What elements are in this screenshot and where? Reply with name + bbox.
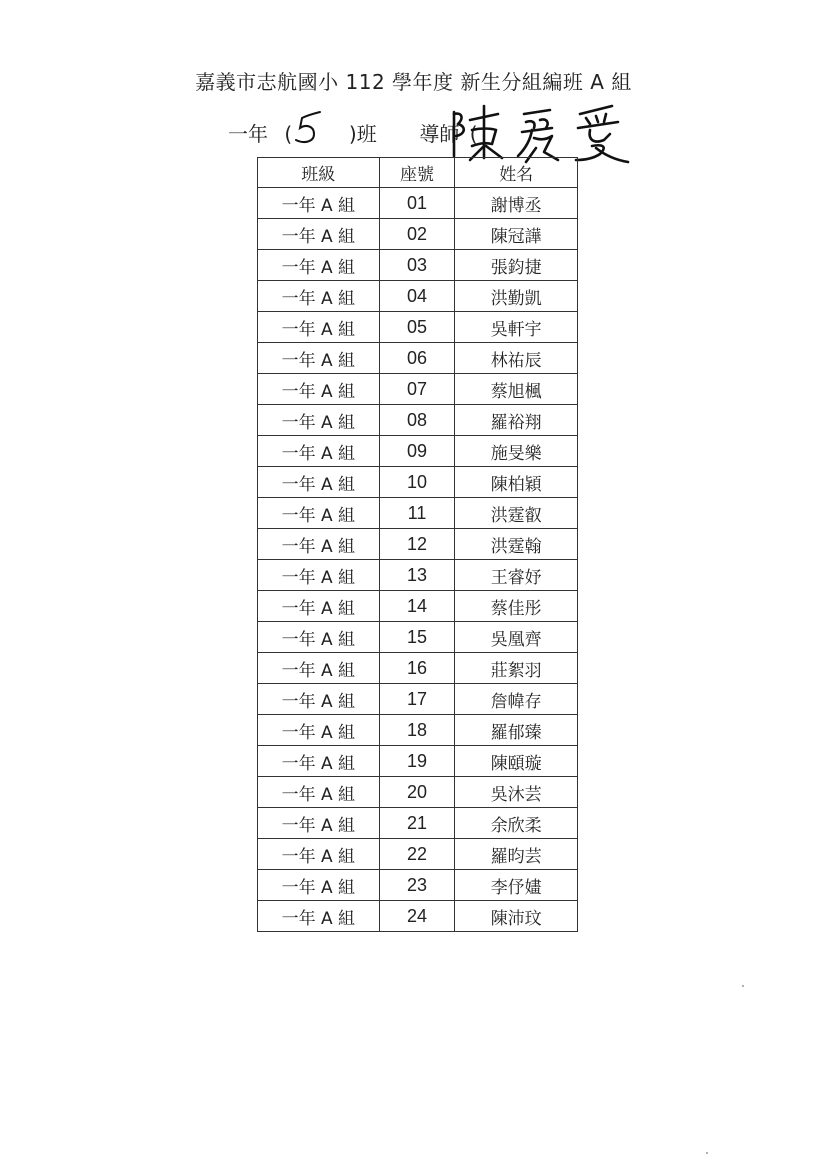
table-row bbox=[258, 715, 578, 746]
teacher-signature bbox=[440, 100, 640, 164]
scan-speck bbox=[706, 1152, 708, 1154]
cell-seat-number: 02 bbox=[379, 219, 455, 250]
cell-class-group: 一年 A 組 bbox=[258, 746, 380, 777]
cell-class-group: 一年 A 組 bbox=[258, 870, 380, 901]
cell-student-name: 陳冠譁 bbox=[455, 219, 578, 250]
cell-seat-number: 21 bbox=[379, 808, 455, 839]
cell-student-name: 吳軒宇 bbox=[455, 312, 578, 343]
cell-seat-number: 19 bbox=[379, 746, 455, 777]
cell-class-group: 一年 A 組 bbox=[258, 250, 380, 281]
cell-class-group: 一年 A 組 bbox=[258, 281, 380, 312]
cell-student-name: 詹幃存 bbox=[455, 684, 578, 715]
scan-speck bbox=[742, 985, 744, 987]
table-row bbox=[258, 436, 578, 467]
cell-student-name: 蔡旭楓 bbox=[455, 374, 578, 405]
table-row bbox=[258, 281, 578, 312]
cell-class-group: 一年 A 組 bbox=[258, 219, 380, 250]
cell-seat-number: 10 bbox=[379, 467, 455, 498]
page-title: 嘉義市志航國小 112 學年度 新生分組編班 A 組 bbox=[195, 70, 632, 94]
column-header-seat: 座號 bbox=[379, 158, 455, 188]
cell-class-group: 一年 A 組 bbox=[258, 684, 380, 715]
cell-class-group: 一年 A 組 bbox=[258, 498, 380, 529]
cell-student-name: 施旻樂 bbox=[455, 436, 578, 467]
cell-seat-number: 22 bbox=[379, 839, 455, 870]
table-row bbox=[258, 467, 578, 498]
cell-class-group: 一年 A 組 bbox=[258, 188, 380, 219]
class-paren-close: )班 bbox=[348, 122, 377, 146]
cell-student-name: 王睿妤 bbox=[455, 560, 578, 591]
cell-student-name: 余欣柔 bbox=[455, 808, 578, 839]
cell-student-name: 蔡佳彤 bbox=[455, 591, 578, 622]
cell-class-group: 一年 A 組 bbox=[258, 529, 380, 560]
cell-seat-number: 16 bbox=[379, 653, 455, 684]
cell-seat-number: 24 bbox=[379, 901, 455, 932]
cell-class-group: 一年 A 組 bbox=[258, 622, 380, 653]
table-row bbox=[258, 188, 578, 219]
table-row bbox=[258, 684, 578, 715]
cell-seat-number: 12 bbox=[379, 529, 455, 560]
cell-class-group: 一年 A 組 bbox=[258, 715, 380, 746]
cell-seat-number: 23 bbox=[379, 870, 455, 901]
table-row bbox=[258, 591, 578, 622]
cell-class-group: 一年 A 組 bbox=[258, 405, 380, 436]
table-row bbox=[258, 374, 578, 405]
cell-seat-number: 13 bbox=[379, 560, 455, 591]
table-row bbox=[258, 839, 578, 870]
cell-student-name: 陳頤璇 bbox=[455, 746, 578, 777]
cell-class-group: 一年 A 組 bbox=[258, 436, 380, 467]
cell-student-name: 洪霆翰 bbox=[455, 529, 578, 560]
cell-seat-number: 14 bbox=[379, 591, 455, 622]
table-row bbox=[258, 529, 578, 560]
cell-seat-number: 17 bbox=[379, 684, 455, 715]
table-row bbox=[258, 808, 578, 839]
handwritten-class-number bbox=[290, 108, 326, 148]
table-row bbox=[258, 777, 578, 808]
table-row bbox=[258, 405, 578, 436]
cell-student-name: 陳柏穎 bbox=[455, 467, 578, 498]
cell-class-group: 一年 A 組 bbox=[258, 808, 380, 839]
student-roster-table bbox=[257, 157, 578, 932]
cell-student-name: 吳凰齊 bbox=[455, 622, 578, 653]
cell-student-name: 羅郁臻 bbox=[455, 715, 578, 746]
cell-seat-number: 06 bbox=[379, 343, 455, 374]
table-row bbox=[258, 622, 578, 653]
cell-seat-number: 11 bbox=[379, 498, 455, 529]
cell-seat-number: 08 bbox=[379, 405, 455, 436]
cell-student-name: 羅裕翔 bbox=[455, 405, 578, 436]
teacher-paren-open: ( bbox=[469, 122, 478, 146]
cell-class-group: 一年 A 組 bbox=[258, 591, 380, 622]
cell-student-name: 陳沛玟 bbox=[455, 901, 578, 932]
cell-class-group: 一年 A 組 bbox=[258, 312, 380, 343]
cell-seat-number: 03 bbox=[379, 250, 455, 281]
table-row bbox=[258, 343, 578, 374]
cell-student-name: 林祐辰 bbox=[455, 343, 578, 374]
cell-student-name: 謝博丞 bbox=[455, 188, 578, 219]
column-header-class: 班級 bbox=[258, 158, 380, 188]
cell-class-group: 一年 A 組 bbox=[258, 374, 380, 405]
table-row bbox=[258, 870, 578, 901]
cell-student-name: 莊絮羽 bbox=[455, 653, 578, 684]
table-row bbox=[258, 560, 578, 591]
cell-class-group: 一年 A 組 bbox=[258, 467, 380, 498]
cell-student-name: 吳沐芸 bbox=[455, 777, 578, 808]
cell-student-name: 羅昀芸 bbox=[455, 839, 578, 870]
cell-seat-number: 05 bbox=[379, 312, 455, 343]
column-header-name: 姓名 bbox=[455, 158, 578, 188]
class-paren-open: ( bbox=[284, 122, 293, 146]
cell-seat-number: 15 bbox=[379, 622, 455, 653]
teacher-label: 導師 bbox=[419, 122, 460, 146]
table-row bbox=[258, 746, 578, 777]
cell-student-name: 洪勤凱 bbox=[455, 281, 578, 312]
table-row bbox=[258, 250, 578, 281]
cell-seat-number: 18 bbox=[379, 715, 455, 746]
cell-seat-number: 20 bbox=[379, 777, 455, 808]
cell-class-group: 一年 A 組 bbox=[258, 343, 380, 374]
cell-class-group: 一年 A 組 bbox=[258, 901, 380, 932]
table-row bbox=[258, 653, 578, 684]
cell-class-group: 一年 A 組 bbox=[258, 839, 380, 870]
cell-class-group: 一年 A 組 bbox=[258, 653, 380, 684]
cell-student-name: 李伃嫿 bbox=[455, 870, 578, 901]
grade-label: 一年 bbox=[228, 122, 268, 146]
table-row bbox=[258, 219, 578, 250]
table-row bbox=[258, 901, 578, 932]
cell-seat-number: 07 bbox=[379, 374, 455, 405]
cell-student-name: 張鈞捷 bbox=[455, 250, 578, 281]
cell-seat-number: 04 bbox=[379, 281, 455, 312]
cell-class-group: 一年 A 組 bbox=[258, 777, 380, 808]
cell-seat-number: 01 bbox=[379, 188, 455, 219]
table-row bbox=[258, 498, 578, 529]
table-row bbox=[258, 312, 578, 343]
cell-class-group: 一年 A 組 bbox=[258, 560, 380, 591]
cell-seat-number: 09 bbox=[379, 436, 455, 467]
cell-student-name: 洪霆叡 bbox=[455, 498, 578, 529]
table-header-row bbox=[258, 158, 578, 188]
